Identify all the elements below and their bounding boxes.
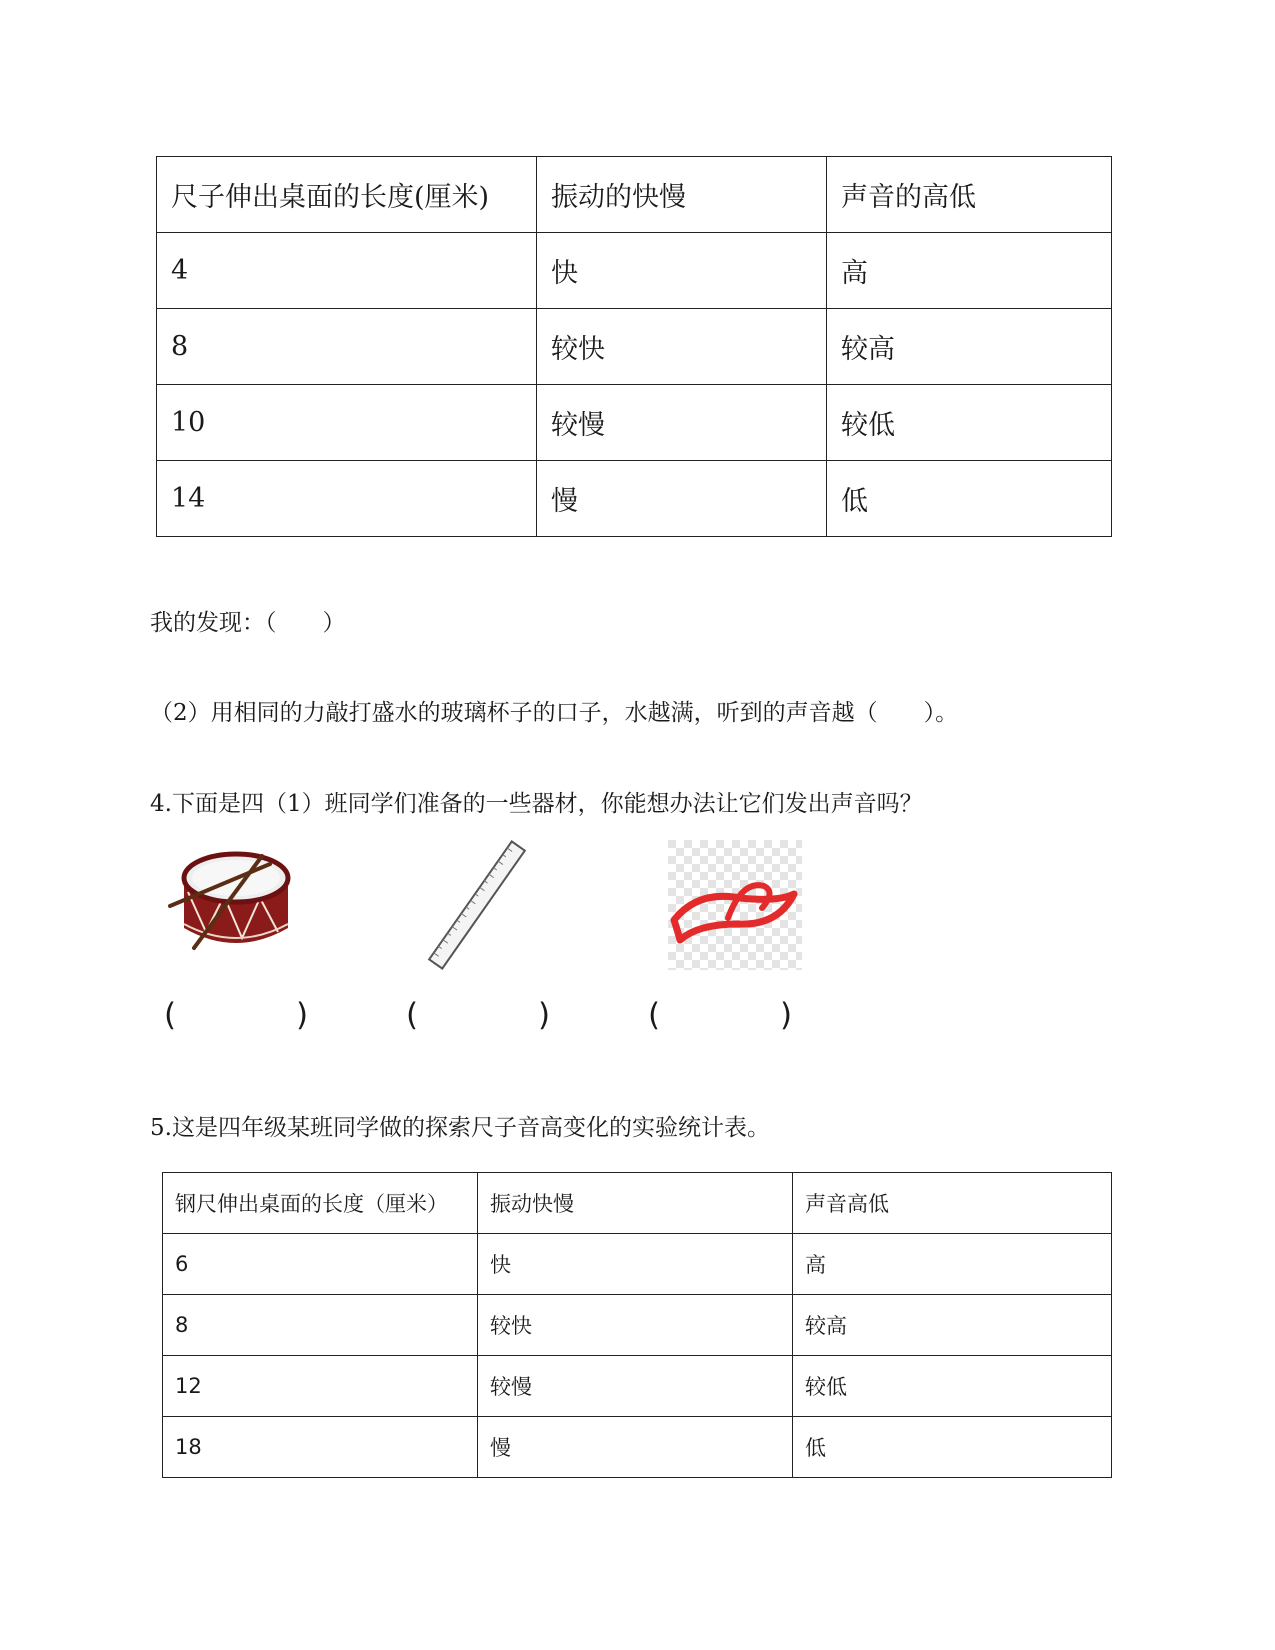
table-cell: 低 — [827, 461, 1112, 537]
table-header-cell: 尺子伸出桌面的长度(厘米) — [157, 157, 537, 233]
table-row — [157, 385, 1112, 461]
table-cell: 高 — [827, 233, 1112, 309]
table-row — [163, 1356, 1112, 1417]
table-row — [163, 1295, 1112, 1356]
table-row — [163, 1417, 1112, 1478]
table-cell: 8 — [163, 1295, 478, 1356]
table-cell: 较慢 — [478, 1356, 793, 1417]
table-cell: 较慢 — [537, 385, 827, 461]
table-cell: 6 — [163, 1234, 478, 1295]
table-cell: 较快 — [478, 1295, 793, 1356]
blank-close-paren: ) — [296, 997, 309, 1033]
table-cell: 12 — [163, 1356, 478, 1417]
blank-close-paren: ) — [538, 997, 551, 1033]
table-cell: 14 — [157, 461, 537, 537]
drum-icon — [166, 840, 306, 960]
table-steel-ruler-experiment — [162, 1172, 1112, 1478]
table-header-row — [163, 1173, 1112, 1234]
table-cell: 慢 — [537, 461, 827, 537]
question-4-text: 4.下面是四（1）班同学们准备的一些器材，你能想办法让它们发出声音吗？ — [150, 791, 923, 817]
table-cell: 低 — [793, 1417, 1112, 1478]
table-header-cell: 钢尺伸出桌面的长度（厘米） — [163, 1173, 478, 1234]
table-header-cell: 振动快慢 — [478, 1173, 793, 1234]
table-row — [157, 461, 1112, 537]
rubber-band-icon — [668, 840, 802, 970]
table-cell: 慢 — [478, 1417, 793, 1478]
table-header-cell: 声音的高低 — [827, 157, 1112, 233]
blank-open-paren: ( — [164, 997, 177, 1033]
finding-answer-line: 我的发现：（ ） — [150, 610, 346, 636]
table-cell: 8 — [157, 309, 537, 385]
table-cell: 较低 — [827, 385, 1112, 461]
question-2-text: （2）用相同的力敲打盛水的玻璃杯子的口子，水越满，听到的声音越（ ）。 — [150, 700, 959, 726]
ruler-icon — [422, 840, 532, 970]
table-cell: 4 — [157, 233, 537, 309]
table-row — [157, 309, 1112, 385]
table-cell: 较高 — [793, 1295, 1112, 1356]
blank-open-paren: ( — [648, 997, 661, 1033]
table-cell: 18 — [163, 1417, 478, 1478]
blank-open-paren: ( — [406, 997, 419, 1033]
table-cell: 较高 — [827, 309, 1112, 385]
question-5-text: 5.这是四年级某班同学做的探索尺子音高变化的实验统计表。 — [150, 1115, 770, 1141]
table-cell: 快 — [478, 1234, 793, 1295]
table-cell: 较快 — [537, 309, 827, 385]
blank-close-paren: ) — [780, 997, 793, 1033]
table-header-cell: 声音高低 — [793, 1173, 1112, 1234]
table-cell: 高 — [793, 1234, 1112, 1295]
table-cell: 较低 — [793, 1356, 1112, 1417]
table-cell: 10 — [157, 385, 537, 461]
table-header-cell: 振动的快慢 — [537, 157, 827, 233]
table-row — [157, 233, 1112, 309]
table-header-row — [157, 157, 1112, 233]
table-ruler-length-vibration — [156, 156, 1112, 537]
table-row — [163, 1234, 1112, 1295]
table-cell: 快 — [537, 233, 827, 309]
